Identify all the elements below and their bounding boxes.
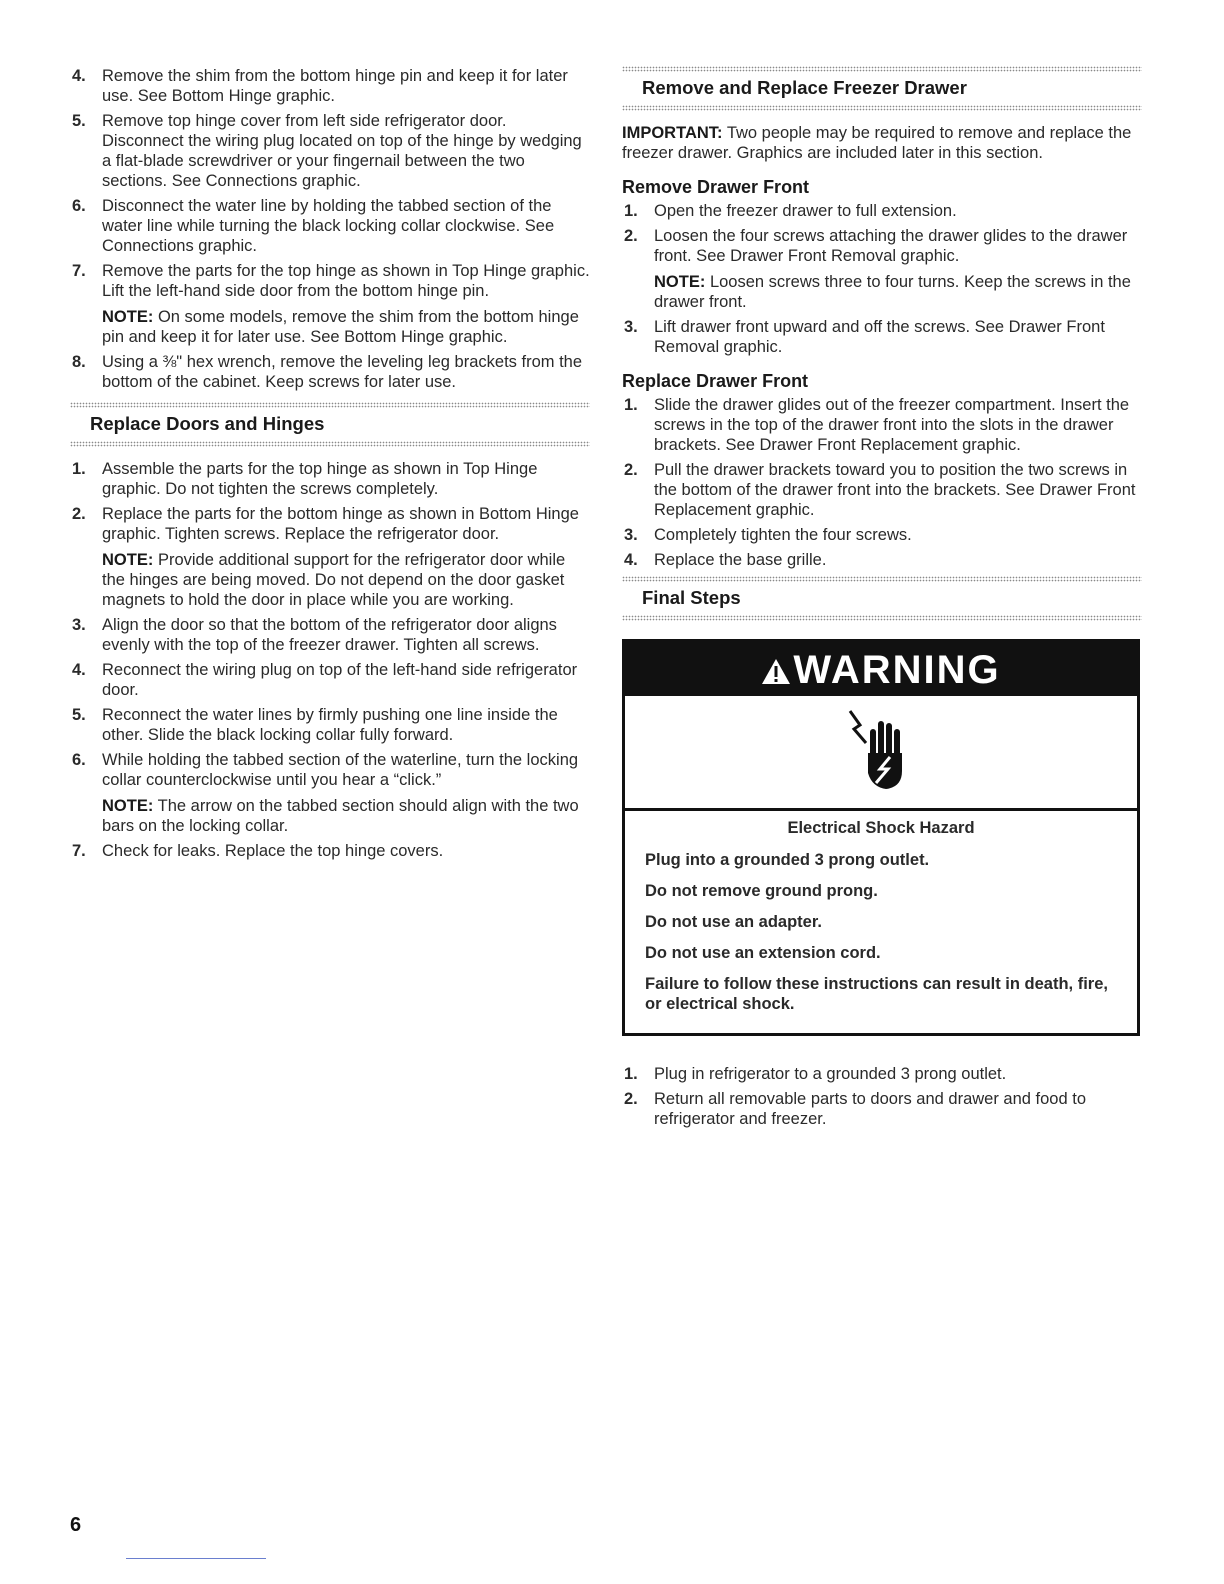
list-item: 7. Remove the parts for the top hinge as shown in Top Hinge graphic. Lift the left-hand side door from the bottom hinge pin. NOTE: On some models, remove the shim from the bottom hinge pin and keep it for later use. See Bottom Hinge graphic. <box>72 262 590 346</box>
note: NOTE: Provide additional support for the refrigerator door while the hinges are being moved. Do not depend on the door gasket magnets to hold the door in place while you are working. <box>102 551 566 609</box>
note: NOTE: The arrow on the tabbed section should align with the two bars on the locking collar. <box>102 797 579 835</box>
warning-line: Failure to follow these instructions can result in death, fire, or electrical shock. <box>645 975 1108 1013</box>
subheading-replace-drawer-front: Replace Drawer Front <box>622 371 809 391</box>
section-title: Replace Doors and Hinges <box>70 408 590 441</box>
page-number: 6 <box>70 1514 82 1536</box>
list-item: 3. Align the door so that the bottom of the refrigerator door aligns evenly with the top of the freezer drawer. Tighten all screws. <box>72 616 557 654</box>
warning-title: WARNING <box>625 642 1137 696</box>
note: NOTE: Loosen screws three to four turns. Keep the screws in the drawer front. <box>654 273 1131 311</box>
list-item: 3. Completely tighten the four screws. <box>624 526 912 544</box>
list-item: 6. While holding the tabbed section of the waterline, turn the locking collar counterclockwise until you hear a “click.” NOTE: The arrow on the tabbed section should align with the two bars on the locking collar. <box>70 750 590 836</box>
replace-steps-list <box>70 459 590 861</box>
electric-shock-hand-icon <box>846 707 916 797</box>
list-item: 1. Slide the drawer glides out of the freezer compartment. Insert the screws in the top of the drawer front into the slots in the drawer brackets. See Drawer Front Replacement graphic. <box>624 396 1130 454</box>
section-header-replace-doors <box>70 402 590 447</box>
shock-hazard-graphic <box>625 696 1137 811</box>
section-title: Remove and Replace Freezer Drawer <box>622 72 1142 105</box>
remove-front-steps <box>622 201 1142 357</box>
section-header-freezer-drawer <box>622 66 1142 111</box>
final-steps-list <box>622 1064 1142 1129</box>
subheading-remove-drawer-front: Remove Drawer Front <box>622 177 810 197</box>
removal-steps-list <box>70 66 590 392</box>
footer-rule <box>126 1558 266 1559</box>
list-item: 5. Remove top hinge cover from left side refrigerator door. Disconnect the wiring plug located on top of the hinge by wedging a flat-blade screwdriver or your fingernail between the two sections. See Connections graphic. <box>72 112 582 190</box>
list-item: 2. Pull the drawer brackets toward you to position the two screws in the bottom of the drawer front into the brackets. See Drawer Front Replacement graphic. <box>624 461 1136 519</box>
list-item: 8. Using a ⅜" hex wrench, remove the leveling leg brackets from the bottom of the cabinet. Keep screws for later use. <box>72 353 583 391</box>
warning-box <box>622 639 1140 1036</box>
list-item: 2. Loosen the four screws attaching the drawer glides to the drawer front. See Drawer Front Removal graphic. NOTE: Loosen screws three to four turns. Keep the screws in the drawer front. <box>622 226 1142 312</box>
list-item: 2. Return all removable parts to doors and drawer and food to refrigerator and freezer. <box>624 1090 1086 1128</box>
list-item: 2. Replace the parts for the bottom hinge as shown in Bottom Hinge graphic. Tighten screws. Replace the refrigerator door. NOTE: Provide additional support for the refrigerator door while the hinges are being moved. Do not depend on the door gasket magnets to hold the door in place while you are working. <box>70 504 590 610</box>
list-item: 6. Disconnect the water line by holding the tabbed section of the water line while turning the black locking collar clockwise. See Connections graphic. <box>72 197 555 255</box>
warning-line: Do not use an extension cord. <box>645 944 881 962</box>
section-title: Final Steps <box>622 582 1142 615</box>
right-column <box>622 66 1142 1134</box>
list-item: 1. Plug in refrigerator to a grounded 3 prong outlet. <box>624 1065 1007 1083</box>
important-paragraph: IMPORTANT: Two people may be required to remove and replace the freezer drawer. Graphics are included later in this section. <box>622 124 1132 162</box>
warning-line: Plug into a grounded 3 prong outlet. <box>645 851 930 869</box>
warning-line: Do not remove ground prong. <box>645 882 878 900</box>
warning-line: Do not use an adapter. <box>645 913 822 931</box>
replace-front-steps <box>622 395 1142 570</box>
warning-triangle-icon <box>761 657 791 685</box>
section-header-final-steps <box>622 576 1142 621</box>
list-item: 7. Check for leaks. Replace the top hinge covers. <box>72 842 444 860</box>
list-item: 4. Remove the shim from the bottom hinge pin and keep it for later use. See Bottom Hinge graphic. <box>72 67 568 105</box>
left-column <box>70 66 590 866</box>
list-item: 1. Open the freezer drawer to full extension. <box>624 202 957 220</box>
hazard-title: Electrical Shock Hazard <box>787 819 975 837</box>
list-item: 5. Reconnect the water lines by firmly pushing one line inside the other. Slide the black locking collar fully forward. <box>72 706 558 744</box>
list-item: 3. Lift drawer front upward and off the screws. See Drawer Front Removal graphic. <box>624 318 1105 356</box>
note: NOTE: On some models, remove the shim from the bottom hinge pin and keep it for later use. See Bottom Hinge graphic. <box>102 308 579 346</box>
list-item: 4. Reconnect the wiring plug on top of the left-hand side refrigerator door. <box>72 661 578 699</box>
warning-text <box>625 811 1137 1033</box>
list-item: 4. Replace the base grille. <box>624 551 827 569</box>
list-item: 1. Assemble the parts for the top hinge as shown in Top Hinge graphic. Do not tighten the screws completely. <box>72 460 538 498</box>
